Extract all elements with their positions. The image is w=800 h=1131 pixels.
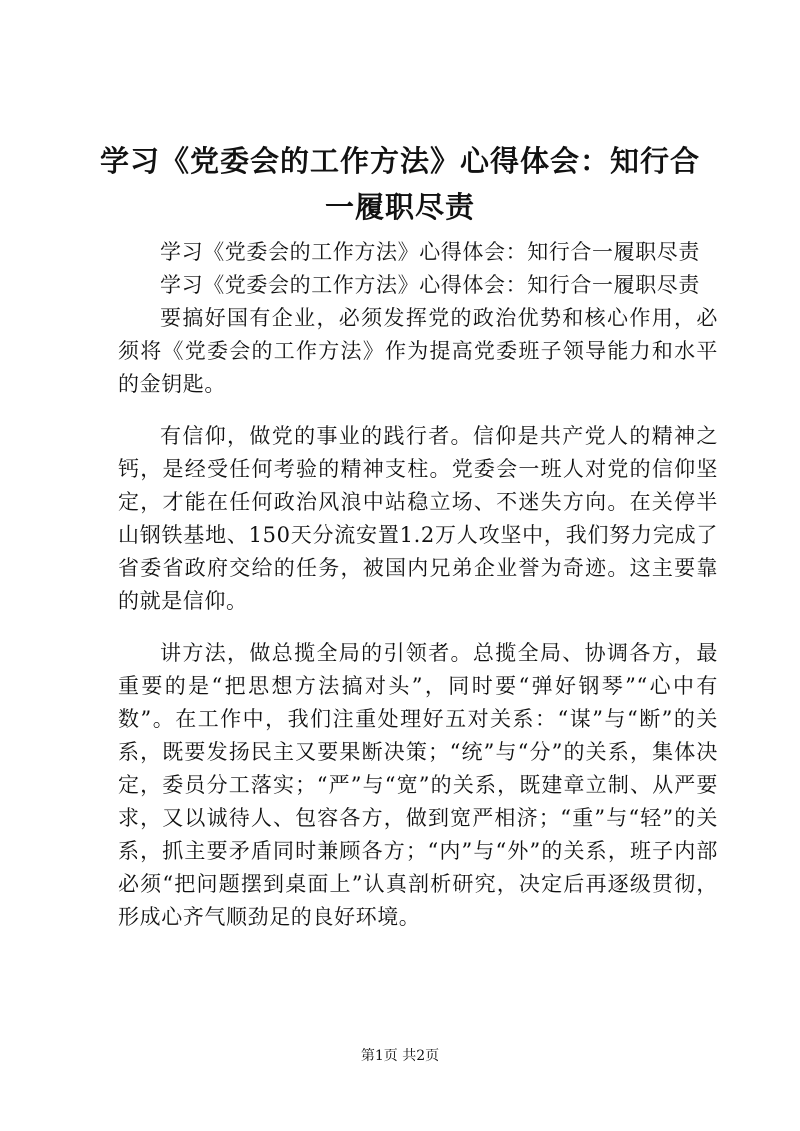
paragraph-intro: 要搞好国有企业，必须发挥党的政治优势和核心作用，必须将《党委会的工作方法》作为提高党委班子领导能力和水平的金钥匙。 — [118, 306, 718, 396]
paragraph-faith: 有信仰，做党的事业的践行者。信仰是共产党人的精神之钙，是经受任何考验的精神支柱。党委会一班人对党的信仰坚定，才能在任何政治风浪中站稳立场、不迷失方向。在关停半山钢铁基地、150天分流安置1.2万人攻坚中，我们努力完成了省委省政府交给的任务，被国内兄弟企业誉为奇迹。这主要靠的就是信仰。 — [118, 424, 718, 613]
subtitle-line-2: 学习《党委会的工作方法》心得体会：知行合一履职尽责 — [160, 273, 700, 297]
page-number-footer: 第1页 共2页 — [360, 1048, 440, 1064]
subtitle-line-1: 学习《党委会的工作方法》心得体会：知行合一履职尽责 — [160, 240, 700, 264]
paragraph-method: 讲方法，做总揽全局的引领者。总揽全局、协调各方，最重要的是“把思想方法搞对头”，同时要“弹好钢琴”“心中有数”。在工作中，我们注重处理好五对关系：“谋”与“断”的关系，既要发扬民主又要果断决策；“统”与“分”的关系，集体决定，委员分工落实；“严”与“宽”的关系，既建章立制、从严要求，又以诚待人、包容各方，做到宽严相济；“重”与“轻”的关系，抓主要矛盾同时兼顾各方；“内”与“外”的关系，班子内部必须“把问题摆到桌面上”认真剖析研究，决定后再逐级贯彻，形成心齐气顺劲足的良好环境。 — [118, 641, 718, 929]
document-body — [118, 236, 718, 934]
document-title: 学习《党委会的工作方法》心得体会：知行合一履职尽责 — [100, 144, 701, 224]
